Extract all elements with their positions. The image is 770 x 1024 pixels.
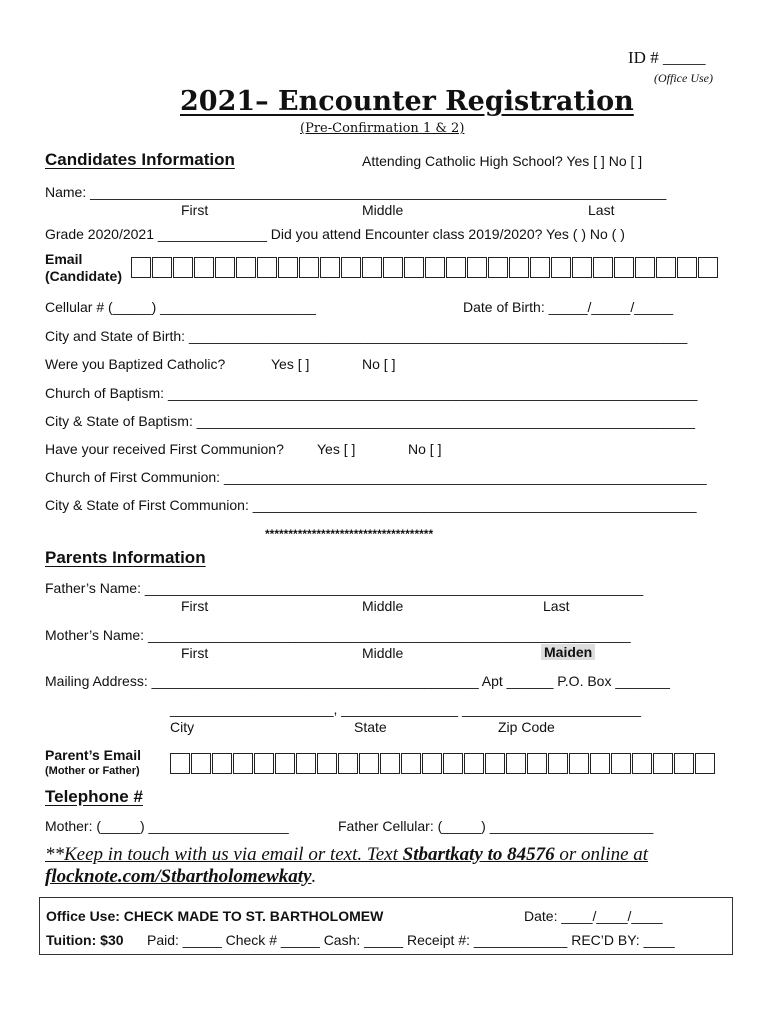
dob-field[interactable]: Date of Birth: _____/_____/_____ xyxy=(463,299,674,315)
candidate-email-boxes[interactable] xyxy=(131,257,719,278)
keep-in-touch-text-c: or online at xyxy=(554,844,649,865)
mother-name-field[interactable]: Mother’s Name: ______________________________________________________________ xyxy=(45,627,631,643)
id-field: ID # _____ xyxy=(628,48,706,67)
name-last-label: Last xyxy=(588,202,615,218)
name-middle-label: Middle xyxy=(362,202,404,218)
father-name-field[interactable]: Father’s Name: ________________________________________________________________ xyxy=(45,580,644,596)
candidate-email-label: Email xyxy=(45,251,83,267)
baptized-no[interactable]: No [ ] xyxy=(362,356,396,372)
communion-yes[interactable]: Yes [ ] xyxy=(317,441,356,457)
grade-field[interactable]: Grade 2020/2021 ______________ Did you attend Encounter class 2019/2020? Yes ( ) No ( ) xyxy=(45,226,625,242)
keep-in-touch-line1 xyxy=(45,844,648,866)
parent-email-sublabel: (Mother or Father) xyxy=(45,765,140,777)
parents-heading: Parents Information xyxy=(45,548,206,567)
office-use-note: (Office Use) xyxy=(654,71,713,85)
parent-email-boxes[interactable] xyxy=(170,753,716,774)
payment-fields[interactable]: Paid: _____ Check # _____ Cash: _____ Receipt #: ____________ REC’D BY: ____ xyxy=(147,932,675,948)
catholic-hs-question[interactable]: Attending Catholic High School? Yes [ ] No [ ] xyxy=(362,153,643,169)
cellular-field[interactable]: Cellular # (_____) ____________________ xyxy=(45,299,316,315)
father-phone-field[interactable]: Father Cellular: (_____) _____________________ xyxy=(338,818,654,834)
keep-in-touch-text-a: **Keep in touch with us via email or text. Text xyxy=(45,844,403,865)
baptized-question: Were you Baptized Catholic? xyxy=(45,356,226,372)
mother-first-label: First xyxy=(181,645,209,661)
parent-email-label: Parent’s Email xyxy=(45,747,141,763)
page-subtitle: (Pre-Confirmation 1 & 2) xyxy=(300,121,465,136)
church-communion-field[interactable]: Church of First Communion: ______________________________________________________________ xyxy=(45,469,707,485)
communion-question: Have your received First Communion? xyxy=(45,441,284,457)
keep-in-touch-line2 xyxy=(45,866,316,888)
check-made-label: Office Use: CHECK MADE TO ST. BARTHOLOMEW xyxy=(46,908,384,924)
section-separator: ************************************ xyxy=(265,527,434,541)
flocknote-link[interactable]: flocknote.com/Stbartholomewkaty xyxy=(45,866,312,887)
mother-phone-field[interactable]: Mother: (_____) __________________ xyxy=(45,818,289,834)
city-state-communion-field[interactable]: City & State of First Communion: _________________________________________________________ xyxy=(45,497,697,513)
city-state-birth-field[interactable]: City and State of Birth: ________________________________________________________________ xyxy=(45,328,688,344)
church-baptism-field[interactable]: Church of Baptism: ____________________________________________________________________ xyxy=(45,385,698,401)
city-state-baptism-field[interactable]: City & State of Baptism: ________________________________________________________________ xyxy=(45,413,696,429)
keep-in-touch-text-code: Stbartkaty to 84576 xyxy=(402,844,555,865)
father-middle-label: Middle xyxy=(362,598,404,614)
zip-label: Zip Code xyxy=(498,719,555,735)
candidate-email-sublabel: (Candidate) xyxy=(45,268,122,284)
father-last-label: Last xyxy=(543,598,570,614)
mother-middle-label: Middle xyxy=(362,645,404,661)
state-label: State xyxy=(354,719,387,735)
candidates-heading: Candidates Information xyxy=(45,150,235,169)
telephone-heading: Telephone # xyxy=(45,787,143,806)
father-first-label: First xyxy=(181,598,209,614)
tuition-label: Tuition: $30 xyxy=(46,932,124,948)
page-title: 2021– Encounter Registration xyxy=(180,86,634,117)
name-field[interactable]: Name: __________________________________________________________________________ xyxy=(45,184,667,200)
city-label: City xyxy=(170,719,195,735)
communion-no[interactable]: No [ ] xyxy=(408,441,442,457)
mother-maiden-label: Maiden xyxy=(541,644,595,660)
baptized-yes[interactable]: Yes [ ] xyxy=(271,356,310,372)
mailing-address-field[interactable]: Mailing Address: __________________________________________ Apt ______ P.O. Box _______ xyxy=(45,673,670,689)
flocknote-period: . xyxy=(311,866,317,887)
name-first-label: First xyxy=(181,202,209,218)
office-date-field[interactable]: Date: ____/____/____ xyxy=(524,908,663,924)
city-state-zip-blanks[interactable]: _____________________, _______________ _______________________ xyxy=(170,701,642,717)
